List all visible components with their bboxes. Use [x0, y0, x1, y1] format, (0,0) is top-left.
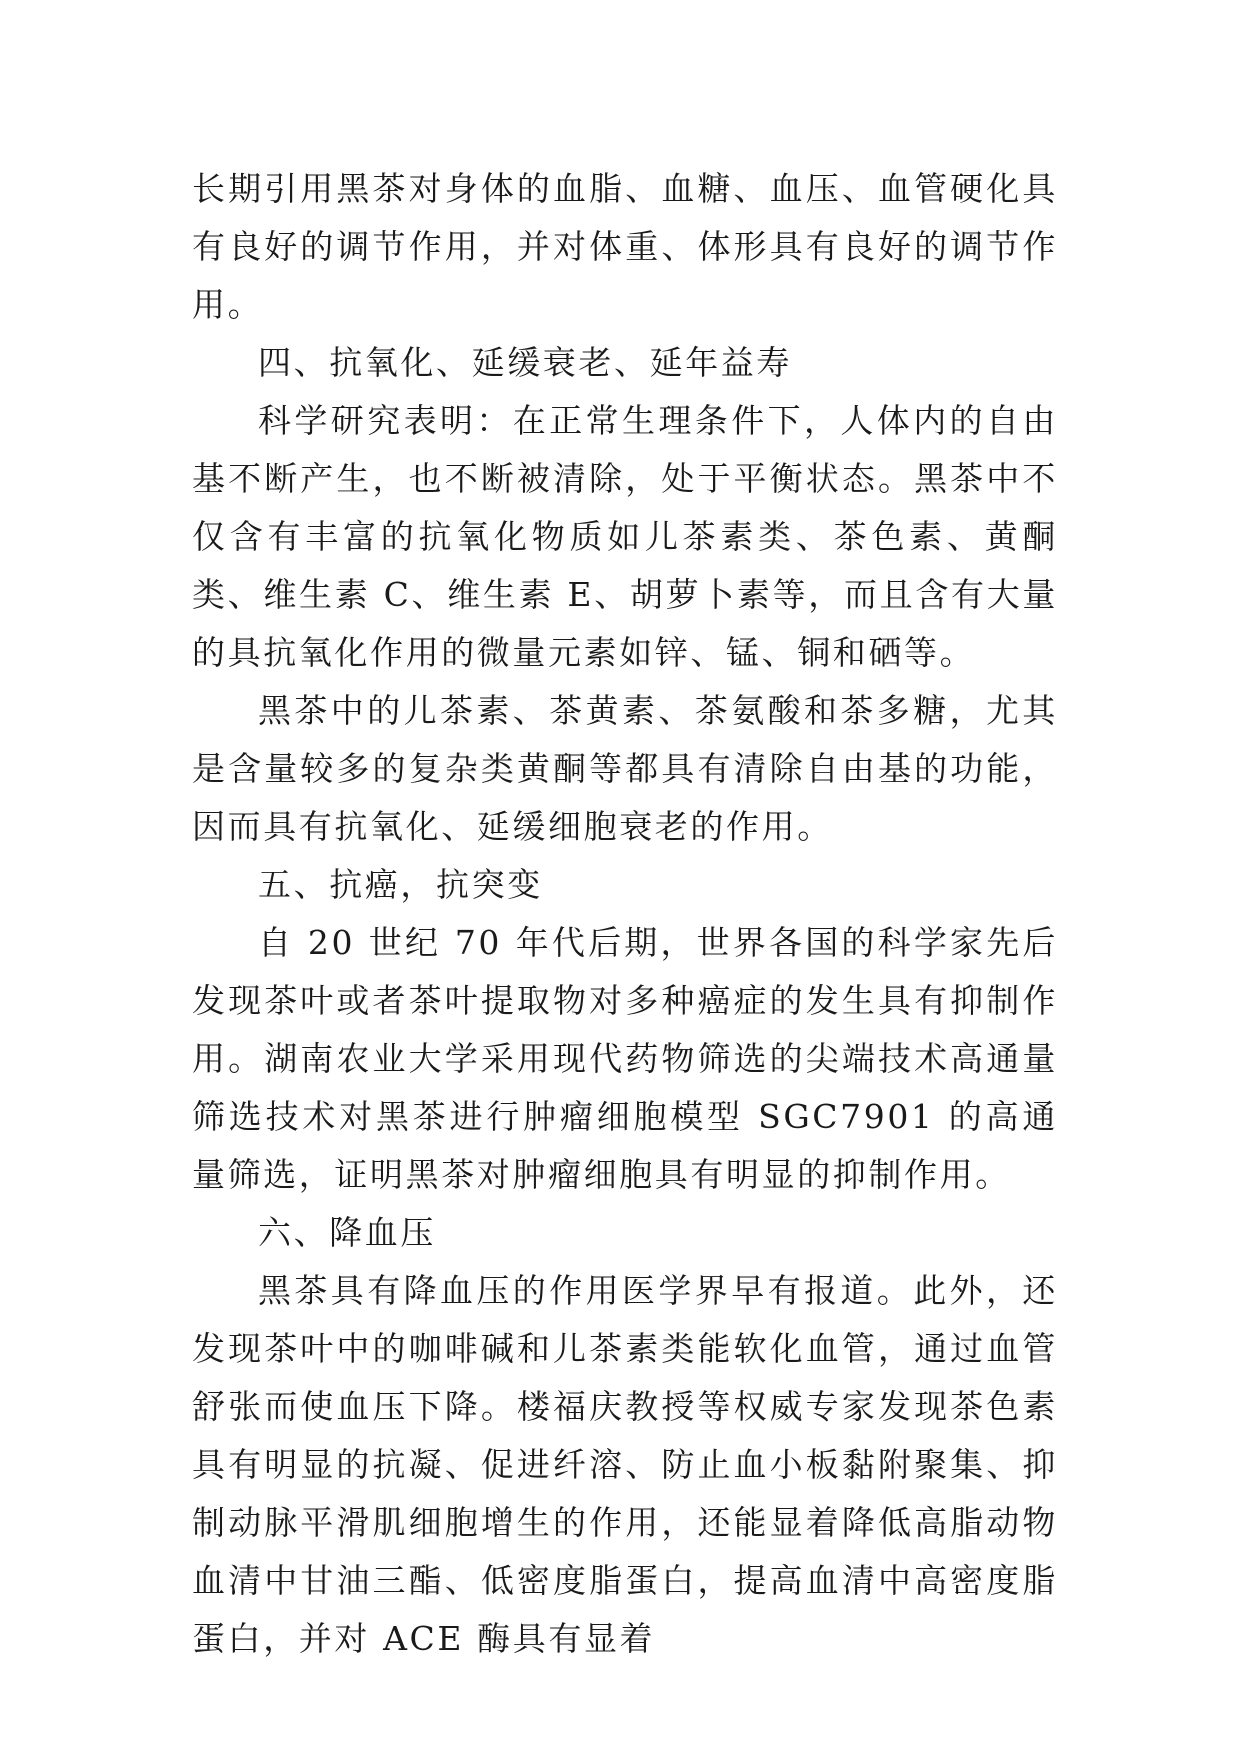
paragraph-blood-pressure: 黑茶具有降血压的作用医学界早有报道。此外，还发现茶叶中的咖啡碱和儿茶素类能软化血管，通过血管舒张而使血压下降。楼福庆教授等权威专家发现茶色素具有明显的抗凝、促进纤溶、防止血小板黏附聚集、抑制动脉平滑肌细胞增生的作用，还能显着降低高脂动物血清中甘油三酯、低密度脂蛋白，提高血清中高密度脂蛋白，并对 ACE 酶具有显着: [192, 1271, 1058, 1658]
paragraph-free-radicals: 科学研究表明：在正常生理条件下，人体内的自由基不断产生，也不断被清除，处于平衡状态。黑茶中不仅含有丰富的抗氧化物质如儿茶素类、茶色素、黄酮类、维生素 C、维生素 E、胡萝卜素等，而且含有大量的具抗氧化作用的微量元素如锌、锰、铜和硒等。: [192, 401, 1058, 672]
section-heading-blood-pressure: 六、降血压: [258, 1213, 436, 1252]
paragraph-catechins: 黑茶中的儿茶素、茶黄素、茶氨酸和茶多糖，尤其是含量较多的复杂类黄酮等都具有清除自由基的功能，因而具有抗氧化、延缓细胞衰老的作用。: [192, 691, 1058, 846]
document-page: [192, 160, 1058, 1668]
paragraph-cancer-research: 自 20 世纪 70 年代后期，世界各国的科学家先后发现茶叶或者茶叶提取物对多种癌症的发生具有抑制作用。湖南农业大学采用现代药物筛选的尖端技术高通量筛选技术对黑茶进行肿瘤细胞模型 SGC7901 的高通量筛选，证明黑茶对肿瘤细胞具有明显的抑制作用。: [192, 923, 1058, 1194]
section-heading-anticancer: 五、抗癌，抗突变: [258, 865, 543, 904]
paragraph-continuation: 长期引用黑茶对身体的血脂、血糖、血压、血管硬化具有良好的调节作用，并对体重、体形具有良好的调节作用。: [192, 169, 1058, 324]
section-heading-antioxidant: 四、抗氧化、延缓衰老、延年益寿: [258, 343, 792, 382]
